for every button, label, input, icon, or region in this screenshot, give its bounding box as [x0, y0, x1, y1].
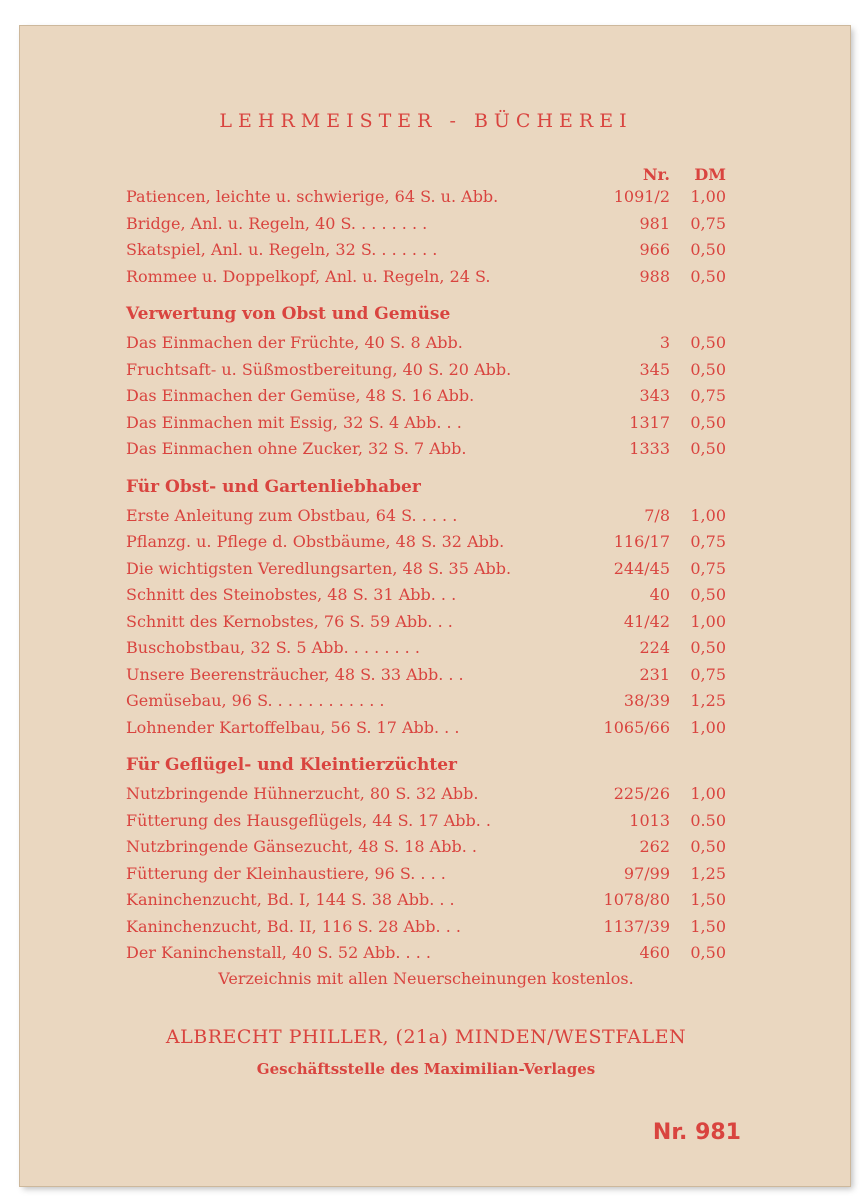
- column-header-nr: Nr.: [642, 165, 670, 184]
- row-dm: 0,50: [690, 638, 726, 657]
- catalog-row: [126, 808, 726, 835]
- row-title: Fruchtsaft- u. Süßmostbereitung, 40 S. 20 Abb.: [126, 359, 512, 379]
- row-title: Kaninchenzucht, Bd. II, 116 S. 28 Abb. . .: [126, 916, 461, 936]
- row-dm: 0,50: [690, 943, 726, 962]
- section-block: [126, 755, 726, 967]
- row-nr: 1078/80: [603, 890, 670, 909]
- row-nr: 345: [639, 359, 670, 379]
- catalog-row: [126, 887, 726, 914]
- row-title: Das Einmachen der Gemüse, 48 S. 16 Abb.: [126, 386, 475, 405]
- row-dm: 0,75: [690, 386, 726, 405]
- row-title: Kaninchenzucht, Bd. I, 144 S. 38 Abb. . .: [126, 890, 455, 909]
- row-nr: 224: [639, 638, 670, 657]
- row-nr: 1317: [629, 412, 670, 432]
- row-dm: 0,50: [690, 585, 726, 604]
- row-nr: 231: [639, 664, 670, 684]
- catalog-row: [126, 357, 726, 384]
- catalog-row: [126, 582, 726, 609]
- row-nr: 7/8: [644, 505, 670, 525]
- catalog-list: [126, 110, 726, 1078]
- row-dm: 1,25: [690, 691, 726, 710]
- catalog-row: [126, 715, 726, 742]
- row-title: Rommee u. Doppelkopf, Anl. u. Regeln, 24 S.: [126, 266, 491, 286]
- row-dm: 0,50: [690, 837, 726, 856]
- row-title: Schnitt des Kernobstes, 76 S. 59 Abb. . .: [126, 611, 453, 631]
- row-dm: 1,25: [690, 863, 726, 883]
- catalog-row: [126, 237, 726, 264]
- row-nr: 225/26: [613, 784, 670, 803]
- row-title: Das Einmachen mit Essig, 32 S. 4 Abb. . .: [126, 412, 462, 432]
- catalog-row: [126, 383, 726, 410]
- catalog-row: [126, 410, 726, 437]
- row-nr: 1065/66: [603, 717, 670, 737]
- row-title: Patiencen, leichte u. schwierige, 64 S. u. Abb.: [126, 187, 499, 206]
- catalog-row: [126, 503, 726, 530]
- row-dm: 1,00: [690, 784, 726, 803]
- section-block: [126, 477, 726, 742]
- section-title: Für Geflügel- und Kleintierzüchter: [126, 755, 458, 775]
- column-header-dm: DM: [694, 165, 726, 184]
- row-title: Nutzbringende Gänsezucht, 48 S. 18 Abb. .: [126, 837, 477, 856]
- catalog-row: [126, 662, 726, 689]
- row-title: Das Einmachen ohne Zucker, 32 S. 7 Abb.: [126, 439, 467, 458]
- row-title: Lohnender Kartoffelbau, 56 S. 17 Abb. . .: [126, 717, 460, 737]
- catalog-row: [126, 635, 726, 662]
- catalog-row: [126, 529, 726, 556]
- row-title: Bridge, Anl. u. Regeln, 40 S. . . . . . . .: [126, 213, 428, 233]
- catalog-row: [126, 436, 726, 463]
- row-nr: 116/17: [613, 532, 670, 551]
- row-title: Nutzbringende Hühnerzucht, 80 S. 32 Abb.: [126, 784, 479, 803]
- row-nr: 41/42: [623, 611, 670, 631]
- row-dm: 1,00: [690, 187, 726, 206]
- catalog-row: [126, 211, 726, 238]
- row-nr: 97/99: [623, 863, 670, 883]
- row-nr: 1013: [629, 810, 670, 830]
- row-nr: 988: [639, 266, 670, 286]
- row-nr: 262: [639, 837, 670, 856]
- row-dm: 0,75: [690, 532, 726, 551]
- section-title: Verwertung von Obst und Gemüse: [126, 304, 451, 324]
- row-dm: 0,75: [690, 664, 726, 684]
- row-dm: 1,50: [690, 916, 726, 936]
- catalog-row: [126, 940, 726, 967]
- row-dm: 1,00: [690, 611, 726, 631]
- row-dm: 0,75: [690, 213, 726, 233]
- row-title: Unsere Beerensträucher, 48 S. 33 Abb. . .: [126, 664, 464, 684]
- row-dm: 0,50: [690, 240, 726, 259]
- row-nr: 966: [639, 240, 670, 259]
- row-nr: 40: [649, 585, 670, 604]
- row-title: Schnitt des Steinobstes, 48 S. 31 Abb. . .: [126, 585, 457, 604]
- row-nr: 981: [639, 213, 670, 233]
- section-block: [126, 304, 726, 463]
- catalog-row: [126, 914, 726, 941]
- row-title: Skatspiel, Anl. u. Regeln, 32 S. . . . . . .: [126, 240, 438, 259]
- catalog-row: [126, 861, 726, 888]
- catalog-note: Verzeichnis mit allen Neuerscheinungen kostenlos.: [218, 968, 634, 988]
- row-dm: 1,50: [690, 890, 726, 909]
- row-nr: 1091/2: [613, 187, 670, 206]
- row-title: Der Kaninchenstall, 40 S. 52 Abb. . . .: [126, 943, 431, 962]
- row-dm: 0,50: [690, 412, 726, 432]
- row-dm: 0,50: [690, 266, 726, 286]
- row-dm: 0.50: [690, 810, 726, 830]
- row-nr: 1333: [629, 439, 670, 458]
- catalog-number: Nr. 981: [652, 1120, 741, 1145]
- row-title: Fütterung der Kleinhaustiere, 96 S. . . .: [126, 863, 446, 883]
- row-dm: 1,00: [690, 505, 726, 525]
- catalog-row: [126, 330, 726, 357]
- catalog-row: [126, 184, 726, 211]
- row-nr: 1137/39: [603, 916, 670, 936]
- row-title: Das Einmachen der Früchte, 40 S. 8 Abb.: [126, 333, 463, 352]
- row-nr: 244/45: [613, 558, 670, 578]
- catalog-row: [126, 609, 726, 636]
- publisher-line: ALBRECHT PHILLER, (21a) MINDEN/WESTFALEN: [165, 1025, 687, 1048]
- row-dm: 0,50: [690, 439, 726, 458]
- series-title: LEHRMEISTER - BÜCHEREI: [219, 110, 633, 132]
- row-title: Gemüsebau, 96 S. . . . . . . . . . . .: [126, 691, 385, 710]
- row-dm: 0,75: [690, 558, 726, 578]
- section-title: Für Obst- und Gartenliebhaber: [126, 476, 421, 497]
- column-headers: [126, 162, 726, 184]
- sections: [126, 184, 726, 967]
- catalog-row: [126, 556, 726, 583]
- row-title: Pflanzg. u. Pflege d. Obstbäume, 48 S. 32 Abb.: [126, 532, 505, 551]
- row-title: Die wichtigsten Veredlungsarten, 48 S. 35 Abb.: [126, 558, 512, 578]
- catalog-row: [126, 834, 726, 861]
- row-title: Buschobstbau, 32 S. 5 Abb. . . . . . . .: [126, 638, 420, 657]
- catalog-row: [126, 264, 726, 291]
- row-title: Erste Anleitung zum Obstbau, 64 S. . . . .: [126, 505, 458, 525]
- row-dm: 1,00: [690, 717, 726, 737]
- row-nr: 3: [659, 333, 670, 352]
- catalog-row: [126, 781, 726, 808]
- catalog-row: [126, 688, 726, 715]
- section-block: [126, 184, 726, 290]
- row-nr: 343: [639, 386, 670, 405]
- row-nr: 460: [639, 943, 670, 962]
- row-nr: 38/39: [623, 691, 670, 710]
- row-dm: 0,50: [690, 333, 726, 352]
- row-title: Fütterung des Hausgeflügels, 44 S. 17 Abb. .: [126, 810, 491, 830]
- publisher-subline: Geschäftsstelle des Maximilian-Verlages: [256, 1059, 596, 1078]
- row-dm: 0,50: [690, 359, 726, 379]
